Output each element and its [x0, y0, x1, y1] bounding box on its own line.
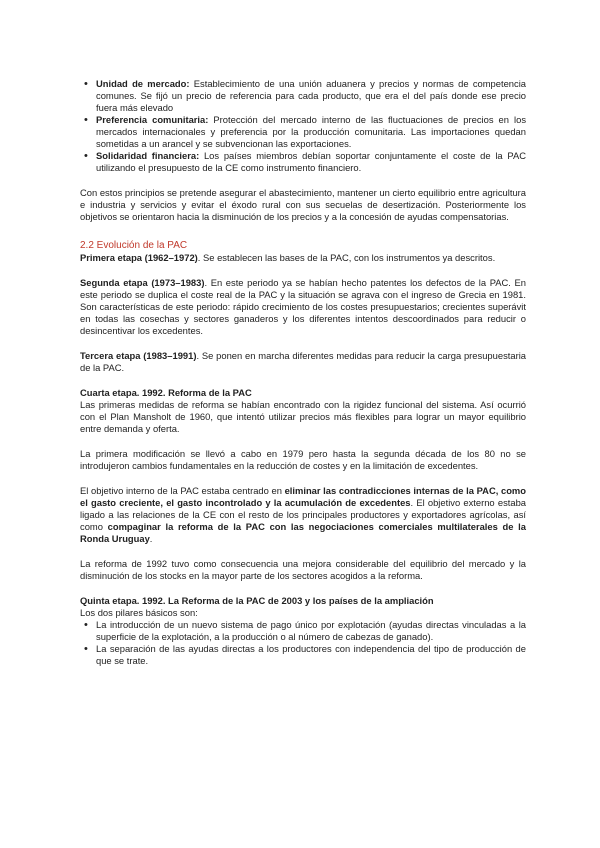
intro-paragraph: Con estos principios se pretende asegurar el abastecimiento, mantener un cierto equilibrio entre agricultura e industria y servicios y evitar el éxodo rural con sus secuelas de desertización. Posteriormente los objetivos se orientaron hacia la disminución de los precios y a la concesión de ayudas compensatorias. [80, 187, 526, 222]
stage-1-title: Primera etapa (1962–1972) [80, 252, 198, 263]
stage-5-title-text: Quinta etapa. 1992. La Reforma de la PAC de 2003 y los países de la ampliación [80, 595, 434, 606]
stage-1-paragraph [80, 252, 526, 264]
list-item: • La introducción de un nuevo sistema de pago único por explotación (ayudas directas vinculadas a la superficie de la explotación, a la producción o al número de cabezas de ganado). [80, 619, 526, 643]
stage-2-paragraph [80, 277, 526, 337]
bold-text-run: eliminar las contradicciones internas de la PAC, como el gasto creciente, el gasto incontrolado y la acumulación de excedentes [80, 485, 526, 508]
stage-5-title [80, 595, 526, 607]
bold-text-run: compaginar la reforma de la PAC con las negociaciones comerciales multilaterales de la Ronda Uruguay [80, 521, 527, 544]
principle-text: Los países miembros debían soportar conjuntamente el coste de la PAC utilizando el presupuesto de la CE como instrumento financiero. [96, 150, 526, 173]
stage-4-paragraph-2: La primera modificación se llevó a cabo en 1979 pero hasta la segunda década de los 80 no se introdujeron cambios fundamentales en la reducción de costes y en la limitación de excedentes. [80, 448, 526, 471]
stage-4-paragraph-4: La reforma de 1992 tuvo como consecuencia una mejora considerable del equilibrio del mercado y la disminución de los stocks en la mayor parte de los sectores acogidos a la reforma. [80, 558, 526, 581]
principle-text: Protección del mercado interno de las fluctuaciones de precios en los mercados internacionales y preferencia por la producción comunitaria. Las importaciones quedan sometidas a un arancel y se subvencionan las exportaciones. [96, 114, 527, 149]
stage-3-paragraph [80, 350, 526, 374]
stage-4-paragraph-3 [80, 485, 526, 545]
pillars-list [80, 619, 526, 667]
stage-4-title [80, 387, 526, 399]
stage-3-text: . Se ponen en marcha diferentes medidas para reducir la carga presupuestaria de la PAC. [80, 350, 526, 373]
text-run: El objetivo interno de la PAC estaba centrado en [80, 485, 285, 496]
stage-1-text: . Se establecen las bases de la PAC, con los instrumentos ya descritos. [197, 252, 496, 263]
stage-4-title-text: Cuarta etapa. 1992. Reforma de la PAC [80, 387, 252, 398]
stage-2-title: Segunda etapa (1973–1983) [80, 277, 205, 288]
principle-text: Establecimiento de una unión aduanera y precios y normas de competencia comunes. Se fijó un precio de referencia para cada producto, que era el del país donde ese precio fuera más elevado [96, 78, 526, 113]
section-heading: 2.2 Evolución de la PAC [80, 240, 188, 251]
stage-2-text: . En este periodo ya se habían hecho patentes los defectos de la PAC. En este periodo se duplica el coste real de la PAC y la situación se agrava con el ingreso de Grecia en 1981. Son características de este periodo: rápido crecimiento de los costes presupuestarios; crecientes superávit en todas las cosechas y sectores ganaderos y los diferentes intentos descoordinados para reducir o desincentivar los excedentes. [80, 277, 526, 336]
stage-5-intro: Los dos pilares básicos son: [80, 607, 198, 618]
principle-term: Preferencia comunitaria: [96, 114, 209, 125]
list-item: • La separación de las ayudas directas a los productores con independencia del tipo de producción de que se trate. [80, 643, 526, 667]
document-body [80, 78, 526, 667]
principle-term: Solidaridad financiera: [96, 150, 200, 161]
text-run: . El objetivo externo estaba ligado a las relaciones de la CE con el resto de los principales productores y exportadores agrícolas, así como [80, 497, 526, 532]
text-run: . [149, 533, 153, 544]
principle-term: Unidad de mercado: [96, 78, 190, 89]
principles-list [80, 78, 526, 174]
list-item [80, 150, 526, 174]
stage-3-title: Tercera etapa (1983–1991) [80, 350, 197, 361]
stage-4-paragraph-1: Las primeras medidas de reforma se habían encontrado con la rigidez funcional del sistema. Así ocurrió con el Plan Mansholt de 1960, que intentó utilizar precios más flexibles para lograr un mayor equilibrio entre demanda y oferta. [80, 399, 526, 434]
list-item [80, 78, 526, 114]
list-item [80, 114, 526, 150]
